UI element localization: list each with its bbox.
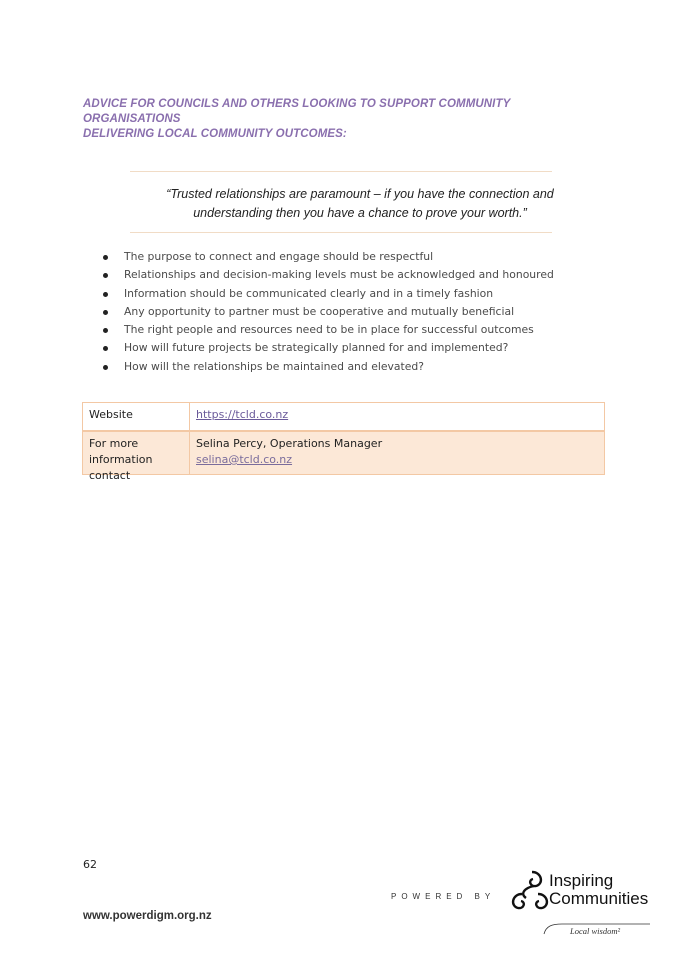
list-item [103,285,554,303]
contact-label-line-1: For more [89,437,139,450]
contact-label [83,432,190,482]
section-heading [83,97,603,142]
logo-line-2: Communities [549,889,649,908]
bullet-icon [103,346,108,351]
bullet-icon [103,255,108,260]
website-link[interactable]: https://tcld.co.nz [196,408,289,421]
contact-label-line-2: information contact [89,453,153,482]
table-row-contact [83,432,604,482]
list-item-text: Information should be communicated clearly and in a timely fashion [124,286,494,300]
website-cell [190,403,604,430]
list-item-text: The purpose to connect and engage should be respectful [124,250,434,263]
section-heading-line-1: ADVICE FOR COUNCILS AND OTHERS LOOKING TO SUPPORT COMMUNITY ORGANISATIONS [83,98,511,125]
list-item-text: How will future projects be strategically planned for and implemented? [124,341,509,355]
bullet-icon [103,328,108,333]
list-item [103,266,554,284]
section-heading-line-2: DELIVERING LOCAL COMMUNITY OUTCOMES: [83,128,347,140]
list-item-text: How will the relationships be maintained and elevated? [124,359,424,373]
pull-quote-line-1: “Trusted relationships are paramount – if you have the connection and [166,187,554,201]
pull-quote-line-2: understanding then you have a chance to prove your worth.” [193,206,527,220]
quote-bottom-divider [130,232,552,233]
spiral-icon [510,868,550,914]
bullet-icon [103,292,108,297]
list-item [103,248,554,266]
powered-by-label: POWERED BY [391,892,496,901]
logo-tagline: Local wisdom² [570,926,621,936]
bullet-icon [103,310,108,315]
advice-list [103,248,554,376]
footer-website: www.powerdigm.org.nz [83,910,212,922]
bullet-icon [103,273,108,278]
pull-quote [150,185,570,223]
logo-line-1: Inspiring [549,871,614,890]
contact-cell [190,432,604,474]
list-item-text: Relationships and decision-making levels must be acknowledged and honoured [124,268,554,282]
table-row-website [83,403,604,432]
website-label: Website [83,403,190,430]
list-item [103,321,554,339]
list-item [103,303,554,321]
list-item-text: Any opportunity to partner must be cooperative and mutually beneficial [124,304,515,318]
contact-info-table [82,402,605,482]
contact-name: Selina Percy, Operations Manager [196,437,383,450]
list-item [103,358,554,376]
page-number: 62 [83,858,97,871]
bullet-icon [103,365,108,370]
list-item [103,339,554,357]
list-item-text: The right people and resources need to be in place for successful outcomes [124,323,534,337]
inspiring-communities-logo [549,872,648,908]
quote-top-divider [130,171,552,172]
contact-email-link[interactable]: selina@tcld.co.nz [196,453,293,466]
